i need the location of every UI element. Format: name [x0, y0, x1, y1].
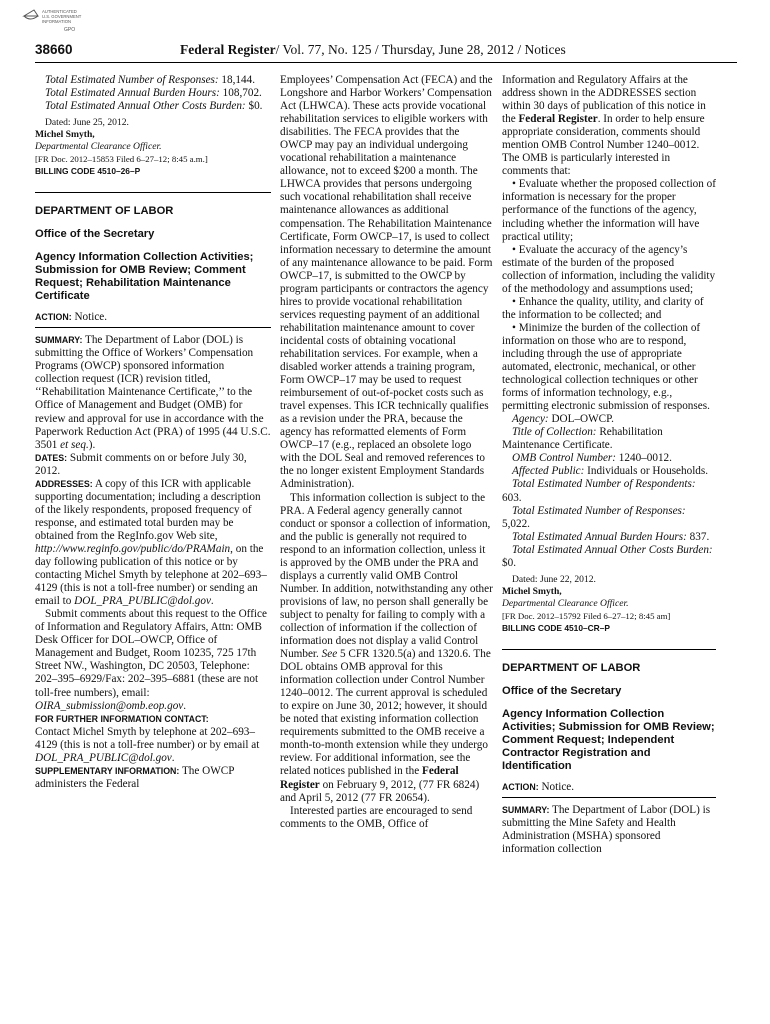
pra-paragraph: This information collection is subject to the PRA. A Federal agency generally cannot conduct or sponsor a collection of information, and the public is generally not required to respond to an information collection, unless it is approved by the OMB under the PRA and displays a currently valid OMB Control Number. In addition, notwithstanding any other provisions of law, no person shall generally be subject to penalty for failing to comply with a collection of information if the collection of information does not display a valid Control Number. See 5 CFR 1320.5(a) and 1320.6. The DOL obtains OMB approval for this information collection under Control Number 1240–0012. The current approval is scheduled to expire on June 30, 2012; however, it should be noted that existing information collection requirements submitted to the OMB receive a month-to-month extension while they undergo review. For additional information, see the related notices published in the Federal Register on February 9, 2012, (77 FR 6824) and April 5, 2012 (77 FR 20654).: [280, 491, 493, 804]
running-header: [35, 42, 737, 63]
signer-name: Michel Smyth,: [35, 129, 95, 141]
addresses-paragraph: ADDRESSES: A copy of this ICR with applicable supporting documentation; including a description of the likely respondents, proposed frequency of response, and estimated total burden may be obtained from the RegInfo.gov Web site, http://www.reginfo.gov/public/do/PRAMain, on the day following publication of this notice or by contacting Michel Smyth by telephone at 202–693–4129 (this is not a toll-free number) or sending an email to DOL_PRA_PUBLIC@dol.gov.: [35, 477, 267, 608]
reginfo-link[interactable]: http://www.reginfo.gov/public/do/PRAMain: [35, 542, 231, 555]
burden-responses: Total Estimated Number of Responses: 18,144.: [45, 74, 255, 86]
burden-cost: Total Estimated Annual Other Costs Burden: $0.: [45, 100, 263, 113]
comments-paragraph: Information and Regulatory Affairs at the address shown in the ADDRESSES section within 30 days of publication of this notice in the Federal Register. In order to help ensure appropriate consideration, comments should mention OMB Control Number 1240–0012. The OMB is particularly interested in comments that:: [502, 74, 706, 178]
submit-comments-paragraph: Submit comments about this request to the Office of Information and Regulatory Affairs, Attn: OMB Desk Officer for DOL–OWCP, Office of Management and Budget, Room 10235, 725 17th Street NW., Washington, DC 20503, Telephone: 202–395–6929/Fax: 202–395–6881 (these are not toll-free numbers), email: OIRA_submission@omb.eop.gov.: [35, 608, 267, 712]
fr-doc-line: [FR Doc. 2012–15853 Filed 6–27–12; 8:45 a.m.]: [35, 154, 208, 165]
ffi-paragraph: FOR FURTHER INFORMATION CONTACT: Contact Michel Smyth by telephone at 202–693–4129 (this is not a toll-free number) or by email at DOL_PRA_PUBLIC@dol.gov.: [35, 713, 260, 764]
notice-title: Agency Information Collection Activities; Submission for OMB Review; Comment Request; Independent Contractor Registration and Identification: [502, 707, 715, 772]
signer-title: Departmental Clearance Officer.: [35, 141, 162, 153]
supplementary-continued: Employees’ Compensation Act (FECA) and the Longshore and Harbor Workers’ Compensation Act (LHWCA). These acts provide vocational rehabilitation services to eligible workers with disabilities. The FECA provides that the OWCP may pay an individual undergoing vocational rehabilitation a maintenance allowance, not to exceed $200 a month. The LHWCA provides that persons undergoing such vocational rehabilitation shall receive maintenance allowances as additional compensation. The Rehabilitation Maintenance Certificate, Form OWCP–17, is used to collect information necessary to determine the amount of any maintenance allowance to be paid. Form OWCP–17, is submitted to the OWCP by program participants or contractors the agency hires to provide vocational rehabilitation services requesting payment of an additional rehabilitation maintenance amount to cover incidental costs of obtaining vocational rehabilitation services. For example, when a disabled worker attends a training program, Form OWCP–17 may be used to request reimbursement of out-of-pocket costs such as travel expenses. This ICR technically qualifies as a revision under the PRA, because the agency has reformatted elements of Form OWCP–17 (e.g., replaced an obsolete logo with the DOL Seal and removed references to the no longer existent Employment Standards Administration).: [280, 74, 493, 491]
column-3: [502, 74, 716, 856]
ffi-email-link[interactable]: DOL_PRA_PUBLIC@dol.gov: [35, 751, 172, 764]
notice-title: Agency Information Collection Activities; Submission for OMB Review; Comment Request; Rehabilitation Maintenance Certificate: [35, 251, 254, 303]
logo-line-1: AUTHENTICATED: [42, 9, 77, 14]
dates-paragraph: DATES: Submit comments on or before July 30, 2012.: [35, 451, 247, 477]
logo-line-4: GPO: [64, 27, 76, 33]
dol-email-link[interactable]: DOL_PRA_PUBLIC@dol.gov: [74, 595, 211, 608]
column-2: [280, 74, 494, 831]
billing-code: BILLING CODE 4510–CR–P: [502, 622, 610, 633]
bullet-item: • Evaluate whether the proposed collection of information is necessary for the proper performance of the functions of the agency, including whether the information will have practical utility;: [502, 178, 716, 243]
office-heading: Office of the Secretary: [502, 684, 622, 697]
bullet-item: • Minimize the burden of the collection of information on those who are to respond, including through the use of appropriate automated, electronic, mechanical, or other technological collection techniques or other forms of information technology, e.g., permitting electronic submission of responses.: [502, 321, 710, 413]
action-line: ACTION: Notice.: [502, 780, 575, 793]
dated-line: Dated: June 25, 2012.: [45, 117, 129, 129]
gpo-authentication-logo: [20, 6, 120, 40]
journal-name: Federal Register: [180, 42, 276, 57]
signer-title: Departmental Clearance Officer.: [502, 597, 629, 609]
affected-public-line: Affected Public: Individuals or Households.: [512, 465, 709, 478]
cost-burden-line: Total Estimated Annual Other Costs Burden: $0.: [502, 543, 713, 569]
bullet-item: • Enhance the quality, utility, and clarity of the information to be collected; and: [502, 295, 704, 321]
responses-line: Total Estimated Number of Responses: 5,022.: [502, 504, 686, 530]
header-title: [180, 42, 566, 58]
omb-number-line: OMB Control Number: 1240–0012.: [512, 452, 672, 465]
office-heading: Office of the Secretary: [35, 228, 155, 241]
signer-name: Michel Smyth,: [502, 585, 562, 597]
billing-code: BILLING CODE 4510–26–P: [35, 166, 141, 177]
agency-line: Agency: DOL–OWCP.: [512, 413, 614, 426]
issue-info: / Vol. 77, No. 125 / Thursday, June 28, 2012 / Notices: [275, 42, 566, 57]
column-1: [35, 74, 271, 791]
bullet-item: • Evaluate the accuracy of the agency’s estimate of the burden of the proposed collection of information, including the validity of the methodology and assumptions used;: [502, 243, 716, 295]
department-heading: DEPARTMENT OF LABOR: [502, 661, 641, 674]
logo-line-3: INFORMATION: [42, 19, 71, 24]
department-heading: DEPARTMENT OF LABOR: [35, 205, 174, 218]
action-line: ACTION: Notice.: [35, 311, 108, 324]
burden-hours: Total Estimated Annual Burden Hours: 108,702.: [45, 87, 262, 100]
interested-parties-paragraph: Interested parties are encouraged to send comments to the OMB, Office of: [280, 804, 473, 830]
summary-paragraph: SUMMARY: The Department of Labor (DOL) is submitting the Mine Safety and Health Administration (MSHA) sponsored information collection: [502, 803, 711, 856]
summary-paragraph: SUMMARY: The Department of Labor (DOL) is submitting the Office of Workers’ Compensation Programs (OWCP) sponsored information collection request (ICR) revision titled, ‘‘Rehabilitation Maintenance Certificate,’’ to the Office of Management and Budget (OMB) for review and approval for use in accordance with the Paperwork Reduction Act (PRA) of 1995 (44 U.S.C. 3501 et seq.).: [35, 334, 271, 451]
burden-hours-line: Total Estimated Annual Burden Hours: 837.: [512, 530, 710, 543]
page-number: 38660: [35, 42, 73, 57]
supplementary-paragraph: SUPPLEMENTARY INFORMATION: The OWCP administers the Federal: [35, 764, 235, 790]
fr-doc-line: [FR Doc. 2012–15792 Filed 6–27–12; 8:45 am]: [502, 610, 671, 621]
oira-email-link[interactable]: OIRA_submission@omb.eop.gov: [35, 699, 184, 712]
respondents-line: Total Estimated Number of Respondents: 603.: [502, 478, 696, 504]
logo-line-2: U.S. GOVERNMENT: [42, 14, 82, 19]
collection-title-line: Title of Collection: Rehabilitation Maintenance Certificate.: [502, 426, 663, 452]
dated-line: Dated: June 22, 2012.: [512, 573, 596, 585]
